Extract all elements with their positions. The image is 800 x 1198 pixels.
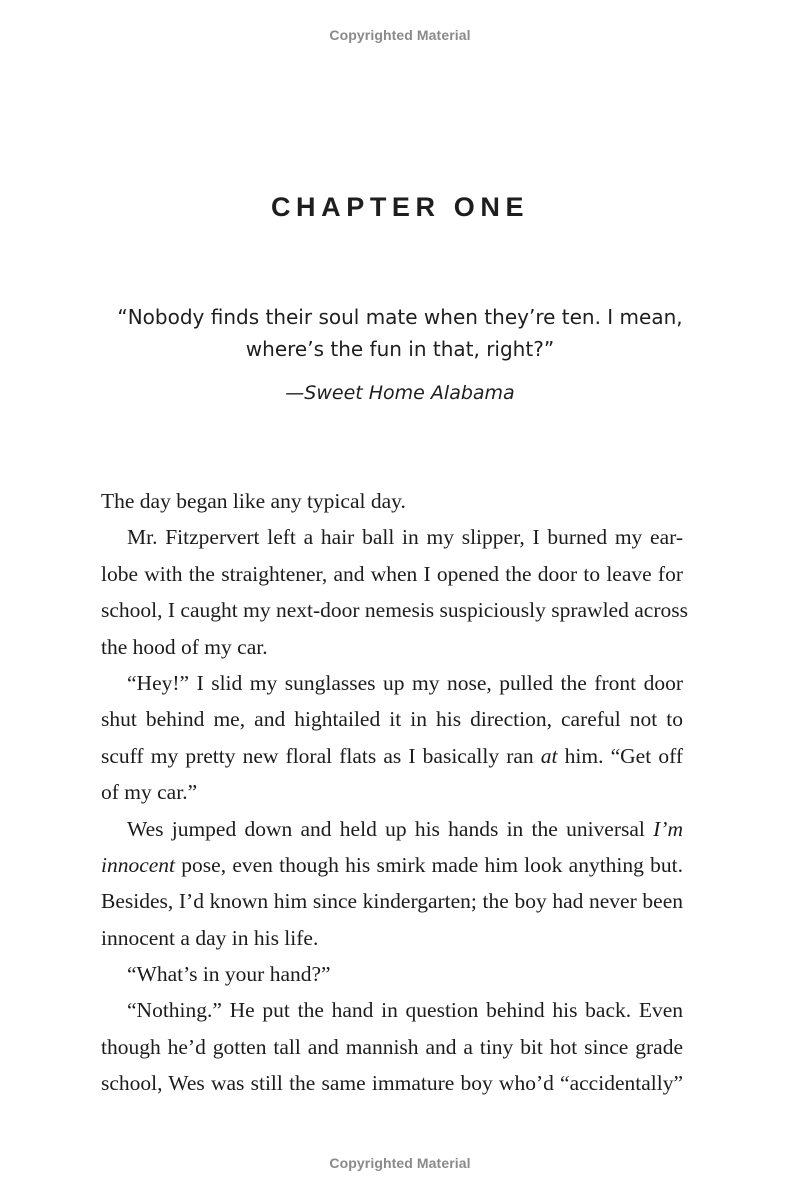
body-line: lobe with the straightener, and when I opened the door to leave for — [101, 561, 683, 586]
body-line: though he’d gotten tall and mannish and a tiny bit hot since grade — [101, 1034, 683, 1059]
body-line: “What’s in your hand?” — [127, 962, 331, 987]
epigraph-attribution: —Sweet Home Alabama — [285, 382, 515, 404]
body-line: “Nothing.” He put the hand in question behind his back. Even — [127, 998, 683, 1023]
body-text-run: Wes jumped down and held up his hands in the universal — [127, 816, 654, 841]
epigraph-quote — [0, 301, 800, 365]
chapter-body — [101, 483, 688, 1102]
body-line: school, Wes was still the same immature boy who’d “accidentally” — [101, 1071, 683, 1096]
copyright-watermark-bottom: Copyrighted Material — [329, 1155, 471, 1171]
epigraph-line: “Nobody finds their soul mate when they’re ten. I mean, — [117, 305, 683, 329]
body-text-italic: at — [540, 743, 558, 768]
body-text-run: scuff my pretty new floral flats as I basically ran — [101, 743, 541, 768]
body-text-italic: I’m — [653, 816, 683, 841]
body-line: the hood of my car. — [101, 634, 268, 659]
body-line: Besides, I’d known him since kindergarten; the boy had never been — [101, 889, 683, 914]
body-text-run: pose, even though his smirk made him look anything but. — [175, 852, 683, 877]
body-line — [101, 738, 683, 774]
body-line: of my car.” — [101, 780, 198, 805]
chapter-title: CHAPTER ONE — [270, 192, 530, 222]
body-line — [101, 811, 683, 847]
body-line: The day began like any typical day. — [101, 489, 406, 513]
body-line: “Hey!” I slid my sunglasses up my nose, pulled the front door — [127, 670, 683, 695]
copyright-watermark-top: Copyrighted Material — [329, 27, 471, 43]
body-text-run: him. “Get off — [557, 743, 683, 768]
body-line: Mr. Fitzpervert left a hair ball in my slipper, I burned my ear- — [127, 525, 683, 550]
body-text-italic: innocent — [101, 852, 176, 877]
body-line: innocent a day in his life. — [101, 925, 319, 950]
body-line — [101, 847, 683, 883]
epigraph-line: where’s the fun in that, right?” — [245, 337, 555, 361]
body-line: shut behind me, and hightailed it in his direction, careful not to — [101, 707, 683, 732]
body-line: school, I caught my next-door nemesis suspiciously sprawled across — [101, 598, 688, 623]
